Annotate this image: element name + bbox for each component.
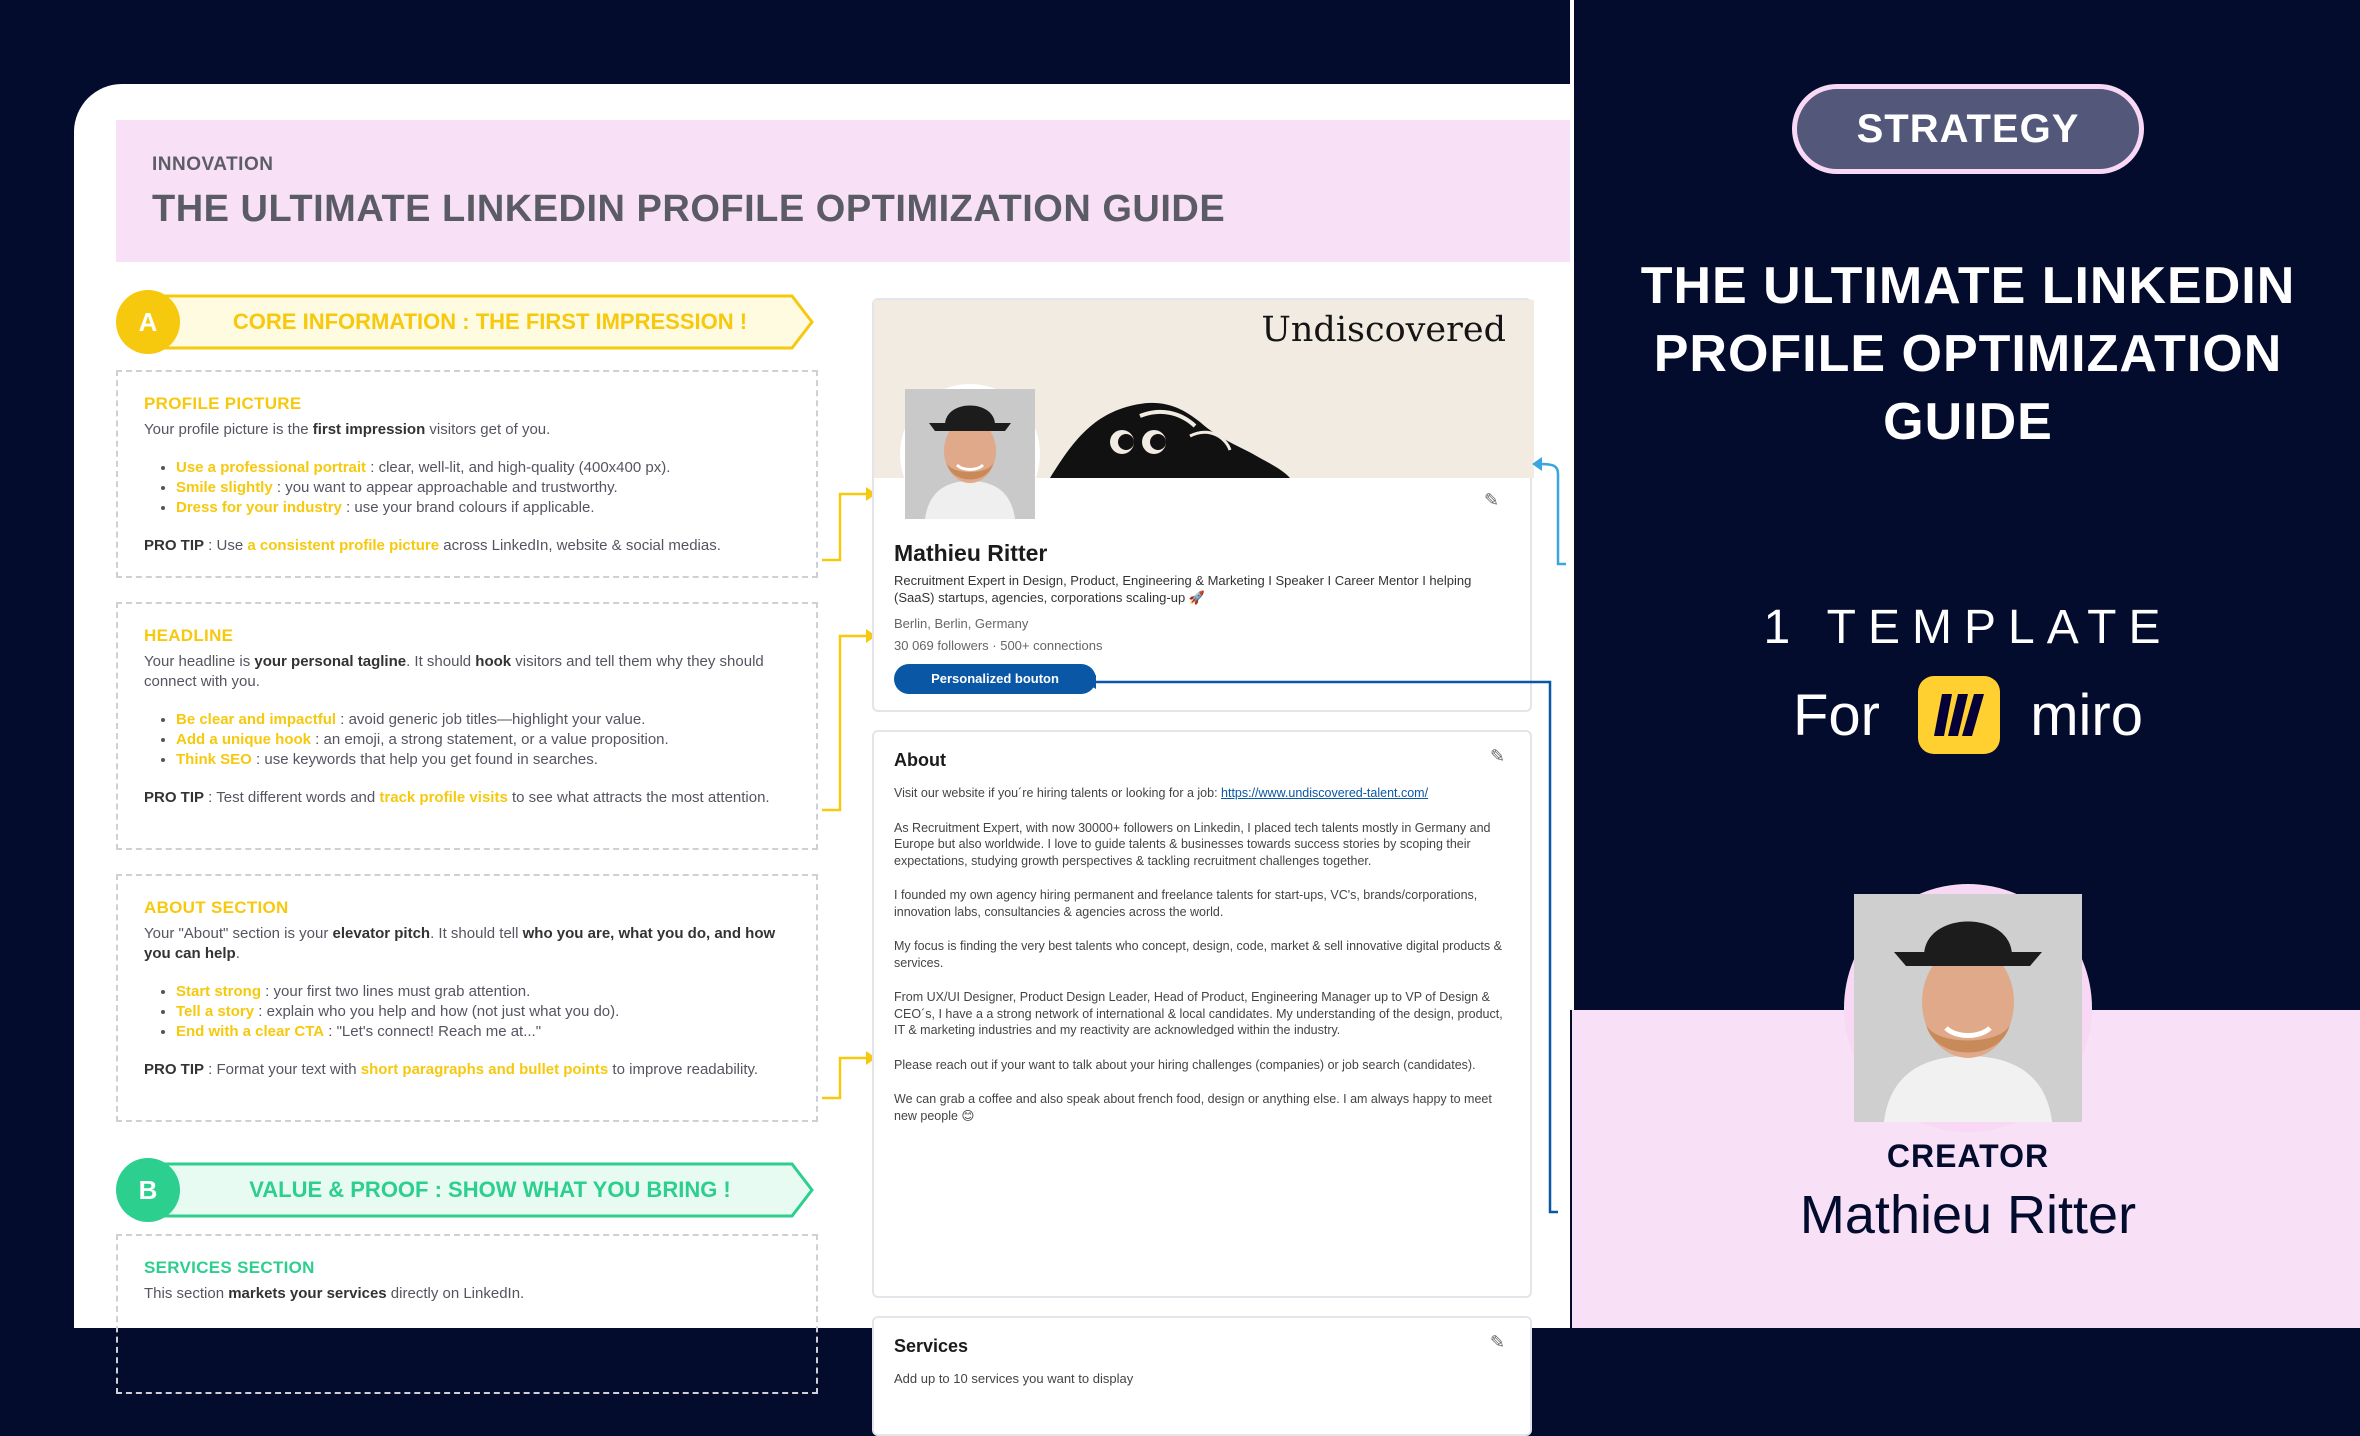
personalized-button[interactable]: Personalized bouton [894, 664, 1096, 694]
about-card-title: About [894, 750, 946, 770]
list-item: • Think SEO : use keywords that help you get found in searches. [176, 750, 790, 770]
category-badge: STRATEGY [1792, 84, 2144, 174]
website-link[interactable]: https://www.undiscovered-talent.com/ [1221, 786, 1429, 800]
miro-logo-icon [1918, 676, 2000, 754]
connector-arrow-cover [1530, 374, 1570, 574]
document-title: THE ULTIMATE LINKEDIN PROFILE OPTIMIZATION GUIDE [152, 188, 1226, 230]
connector-arrow-button [1074, 664, 1570, 1224]
about-card-paragraph: From UX/UI Designer, Product Design Leader, Head of Product, Engineering Manager up to VP of Design & CEO´s, I have a a strong network of international & local candidates. My understanding of the design, product, IT & marketing industries and my reactivity are acknowledged within the industry. [894, 990, 1503, 1037]
section-b-letter: B [138, 1175, 158, 1205]
list-item: • Start strong : your first two lines must grab attention. [176, 982, 790, 1002]
guide-title-line: THE ULTIMATE LINKEDIN [1640, 257, 2296, 315]
about-section-protip: PRO TIP : Format your text with short paragraphs and bullet points to improve readability. [144, 1061, 759, 1078]
creator-name: Mathieu Ritter [1799, 1185, 2137, 1245]
about-section-bullets [176, 982, 790, 1042]
list-item: • Dress for your industry : use your brand colours if applicable. [176, 498, 790, 518]
list-item: • Tell a story : explain who you help and how (not just what you do). [176, 1002, 790, 1022]
edit-profile-pencil-icon[interactable]: ✎ [1484, 490, 1500, 510]
section-b-label: VALUE & PROOF : SHOW WHAT YOU BRING ! [249, 1177, 731, 1202]
template-count: 1 TEMPLATE [1763, 601, 2173, 654]
connector-arrow-about [820, 954, 880, 1104]
about-card-paragraph: Please reach out if your want to talk about your hiring challenges (companies) or job search (candidates). [894, 1057, 1476, 1072]
headline-intro: Your headline is your personal tagline. It should hook visitors and tell them why they should connect with you. [144, 653, 764, 690]
creator-avatar [1844, 884, 2092, 1132]
section-a-letter: A [138, 307, 158, 337]
about-section-box [116, 874, 818, 1122]
about-card-paragraph: As Recruitment Expert, with now 30000+ followers on Linkedin, I placed tech talents mostly in Germany and Europe but also worldwide. I love to guide talents & businesses towards success stories by scoping their expectations, studying growth perspectives & tackling recruitment challenges together. [894, 820, 1491, 868]
profile-picture-intro: Your profile picture is the first impression visitors get of you. [144, 421, 551, 438]
profile-picture-box [116, 370, 818, 578]
services-section-title: SERVICES SECTION [144, 1258, 315, 1277]
document-header [116, 120, 1570, 262]
section-a-banner [116, 290, 816, 354]
about-section-title: ABOUT SECTION [144, 898, 289, 917]
about-card-paragraph: I founded my own agency hiring permanent and freelance talents for start-ups, VC's, brands/corporations, innovation labs, consultancies & agencies across the world. [894, 888, 1478, 919]
about-card-paragraph: My focus is finding the very best talents who concept, design, code, market & sell innovative digital products & services. [894, 939, 1502, 970]
services-card-text: Add up to 10 services you want to display [894, 1371, 1134, 1386]
guide-document [74, 84, 1570, 1386]
about-card-link-paragraph: Visit our website if you´re hiring talents or looking for a job: https://www.undiscovered-talent.com/ [894, 786, 1429, 800]
profile-picture-title: PROFILE PICTURE [144, 394, 302, 413]
for-miro-line [1592, 676, 2344, 760]
headline-protip: PRO TIP : Test different words and track profile visits to see what attracts the most attention. [144, 789, 770, 806]
about-section-intro: Your "About" section is your elevator pitch. It should tell who you are, what you do, and how you can help. [144, 925, 776, 962]
document-kicker: INNOVATION [152, 154, 274, 175]
brand-logo: Undiscovered [1261, 310, 1506, 350]
linkedin-services-card [872, 1316, 1532, 1436]
creator-portrait [1854, 894, 2082, 1122]
profile-tagline: Recruitment Expert in Design, Product, Engineering & Marketing I Speaker I Career Mentor I helping (SaaS) startups, agencies, corporations scaling-up 🚀 [894, 573, 1472, 605]
profile-name: Mathieu Ritter [894, 540, 1048, 566]
guide-title-line: GUIDE [1883, 393, 2053, 451]
services-section-box [116, 1234, 818, 1394]
profile-picture-bullets [176, 458, 790, 518]
profile-location: Berlin, Berlin, Germany [894, 616, 1029, 631]
creator-label: CREATOR [1886, 1138, 2050, 1174]
guide-title [1592, 252, 2344, 456]
list-item: • Add a unique hook : an emoji, a strong statement, or a value proposition. [176, 730, 790, 750]
headline-title: HEADLINE [144, 626, 234, 645]
list-item: • End with a clear CTA : "Let's connect! Reach me at..." [176, 1022, 790, 1042]
services-section-intro: This section markets your services directly on LinkedIn. [144, 1285, 525, 1302]
panel-divider [1570, 0, 1574, 1010]
list-item: • Be clear and impactful : avoid generic job titles—highlight your value. [176, 710, 790, 730]
list-item: • Smile slightly : you want to appear approachable and trustworthy. [176, 478, 790, 498]
profile-avatar-portrait [905, 389, 1035, 519]
linkedin-profile-card [872, 298, 1532, 712]
guide-title-line: PROFILE OPTIMIZATION [1653, 325, 2283, 383]
profile-avatar [900, 384, 1040, 524]
about-card-paragraph: We can grab a coffee and also speak about french food, design or anything else. I am always happy to meet new people 😊 [894, 1092, 1492, 1123]
section-b-banner [116, 1158, 816, 1222]
edit-about-pencil-icon[interactable]: ✎ [1490, 746, 1506, 766]
connector-arrow-headline [820, 544, 880, 814]
profile-followers: 30 069 followers · 500+ connections [894, 638, 1103, 653]
for-word: For [1792, 682, 1880, 748]
wave-illustration-icon [1050, 386, 1290, 478]
section-a-label: CORE INFORMATION : THE FIRST IMPRESSION ! [232, 309, 748, 334]
headline-box [116, 602, 818, 850]
services-card-title: Services [894, 1336, 969, 1356]
miro-word: miro [2030, 682, 2144, 748]
profile-picture-protip: PRO TIP : Use a consistent profile picture across LinkedIn, website & social medias. [144, 537, 721, 554]
headline-bullets [176, 710, 790, 770]
list-item: • Use a professional portrait : clear, well-lit, and high-quality (400x400 px). [176, 458, 790, 478]
edit-services-pencil-icon[interactable]: ✎ [1490, 1332, 1506, 1352]
